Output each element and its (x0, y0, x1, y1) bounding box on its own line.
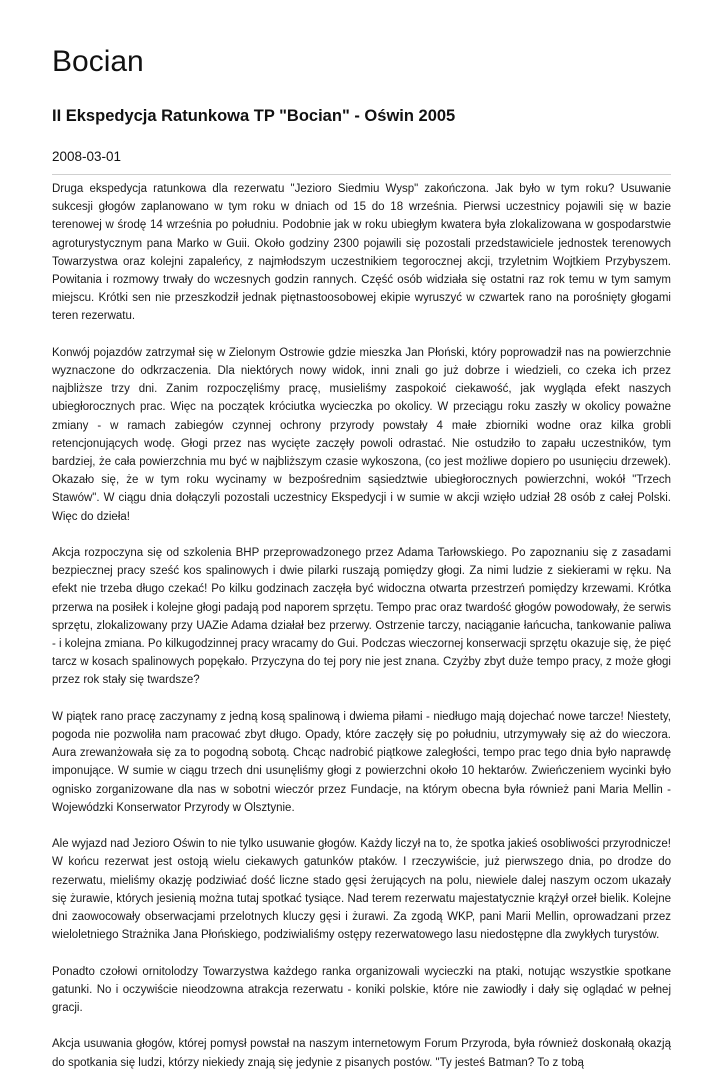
paragraph-5: Ale wyjazd nad Jezioro Oświn to nie tylko usuwanie głogów. Każdy liczył na to, że spotka jakieś osobliwości przyrodnicze! W końcu rezerwat jest ostoją wielu ciekawych gatunków ptaków. I rzeczywiście, już pierwszego dnia, po drodze do rezerwatu, mieliśmy okazję podziwiać dość liczne stado gęsi żerujących na polu, niewiele dalej naszym oczom ukazały się żurawie, których jesienią można tutaj spotkać tysiące. Nad terem rezerwatu majestatycznie krążył orzeł bielik. Kolejne dni zaowocowały obserwacjami przelotnych kluczy gęsi i żurawi. Za zgodą WKP, pani Marii Mellin, oprowadzani przez wieloletniego Strażnika Jana Płońskiego, podziwialiśmy ostępy rezerwatowego lasu niedostępne dla zwykłych turystów. (52, 838, 671, 942)
site-title: Bocian (52, 45, 144, 78)
article-title: II Ekspedycja Ratunkowa TP "Bocian" - Oświn 2005 (52, 107, 456, 125)
paragraph-3: Akcja rozpoczyna się od szkolenia BHP przeprowadzonego przez Adama Tarłowskiego. Po zapoznaniu się z zasadami bezpiecznej pracy sześć kos spalinowych i dwie pilarki ruszają pomiędzy głogi. Za nimi ludzie z siekierami w ręku. Na efekt nie trzeba długo czekać! Po kilku godzinach zaczęła być widoczna otwarta przestrzeń pomiędzy krzewami. Krótka przerwa na posiłek i kolejne głogi padają pod naporem sprzętu. Tempo prac oraz twardość głogów powodowały, że serwis sprzętu, zlokalizowany przy UAZie Adama działał bez przerwy. Ostrzenie tarczy, naciąganie łańcucha, tankowanie paliwa - i kolejna zmiana. Po kilkugodzinnej pracy wracamy do Gui. Podczas wieczornej konserwacji sprzętu okazuje się, że pięć tarcz w kosach spalinowych popękało. Przyczyna do tej pory nie jest znana. Czyżby zbyt duże tempo pracy, z może głogi przez rok stały się twardsze? (52, 547, 671, 687)
article-body (52, 180, 671, 1090)
article-date: 2008-03-01 (52, 149, 122, 164)
header-divider (52, 174, 671, 175)
paragraph-1: Druga ekspedycja ratunkowa dla rezerwatu "Jezioro Siedmiu Wysp" zakończona. Jak było w tym roku? Usuwanie sukcesji głogów zaplanowano w tym roku w dniach od 15 do 18 września. Pierwsi uczestnicy pojawili się w bazie terenowej w środę 14 września po południu. Podobnie jak w roku ubiegłym kwatera była zlokalizowana w gospodarstwie agroturystycznym pana Marko w Guii. Około godziny 2300 pojawili się pozostali przedstawiciele jednostek terenowych Towarzystwa oraz kolejni zapaleńcy, z najmłodszym uczestnikiem tegorocznej akcji, trzyletnim Wojtkiem Przybyszem. Powitania i rozmowy trwały do wczesnych godzin rannych. Część osób widziała się ostatni raz rok temu w tym samym miejscu. Krótki sen nie przeszkodził jednak piętnastoosobowej ekipie wyruszyć w czwartek rano na porośnięty głogami teren rezerwatu. (52, 183, 671, 323)
paragraph-4: W piątek rano pracę zaczynamy z jedną kosą spalinową i dwiema piłami - niedługo mają dojechać nowe tarcze! Niestety, pogoda nie pozwoliła nam pracować zbyt długo. Opady, które zaczęły się po południu, utrzymywały się aż do wieczora. Aura zrewanżowała się za to pogodną sobotą. Chcąc nadrobić piątkowe zaległości, tempo prac tego dnia było naprawdę imponujące. W sumie w ciągu trzech dni usunęliśmy głogi z powierzchni około 10 hektarów. Zwieńczeniem wycinki było ognisko zorganizowane dla nas w sobotni wieczór przez Fundacje, na którym obecna była również pani Maria Mellin - Wojewódzki Konserwator Przyrody w Olsztynie. (52, 710, 671, 814)
paragraph-2: Konwój pojazdów zatrzymał się w Zielonym Ostrowie gdzie mieszka Jan Płoński, który poprowadził nas na powierzchnie wyznaczone do odkrzaczenia. Dla niektórych nowy widok, inni znali go już dobrze i wiedzieli, co czeka ich przez najbliższe trzy dni. Zanim rozpoczęliśmy pracę, musieliśmy zaspokoić ciekawość, jak wygląda efekt naszych ubiegłorocznych prac. Więc na początek króciutka wycieczka po okolicy. W przeciągu roku zaszły w okolicy poważne zmiany - w ramach zabiegów czynnej ochrony przyrody powstały 4 małe zbiorniki wodne oraz kilka grobli retencjonujących wodę. Głogi przez nas wycięte zaczęły powoli odrastać. Nie ostudziło to zapału uczestników, tym bardziej, że cała powierzchnia mu być w najbliższym czasie wykoszona, (co jest możliwe dopiero po usunięciu drzewek). Okazało się, że w tym roku wycinamy w bezpośrednim sąsiedztwie ubiegłorocznych powierzchni, wokół "Trzech Stawów". W ciągu dnia dołączyli pozostali uczestnicy Ekspedycji i w sumie w akcji wzięło udział 28 osób z całej Polski. Więc do dzieła! (52, 346, 671, 523)
paragraph-7: Akcja usuwania głogów, której pomysł powstał na naszym internetowym Forum Przyroda, była również doskonałą okazją do spotkania się ludzi, którzy niekiedy znają się jedynie z pisanych postów. "Ty jesteś Batman? To z tobą (52, 1038, 671, 1069)
paragraph-6: Ponadto czołowi ornitolodzy Towarzystwa każdego ranka organizowali wycieczki na ptaki, notując wszystkie spotkane gatunki. No i oczywiście nieodzowna atrakcja rezerwatu - koniki polskie, które nie zawiodły i dały się oglądać w pełnej gracji. (52, 965, 671, 1015)
